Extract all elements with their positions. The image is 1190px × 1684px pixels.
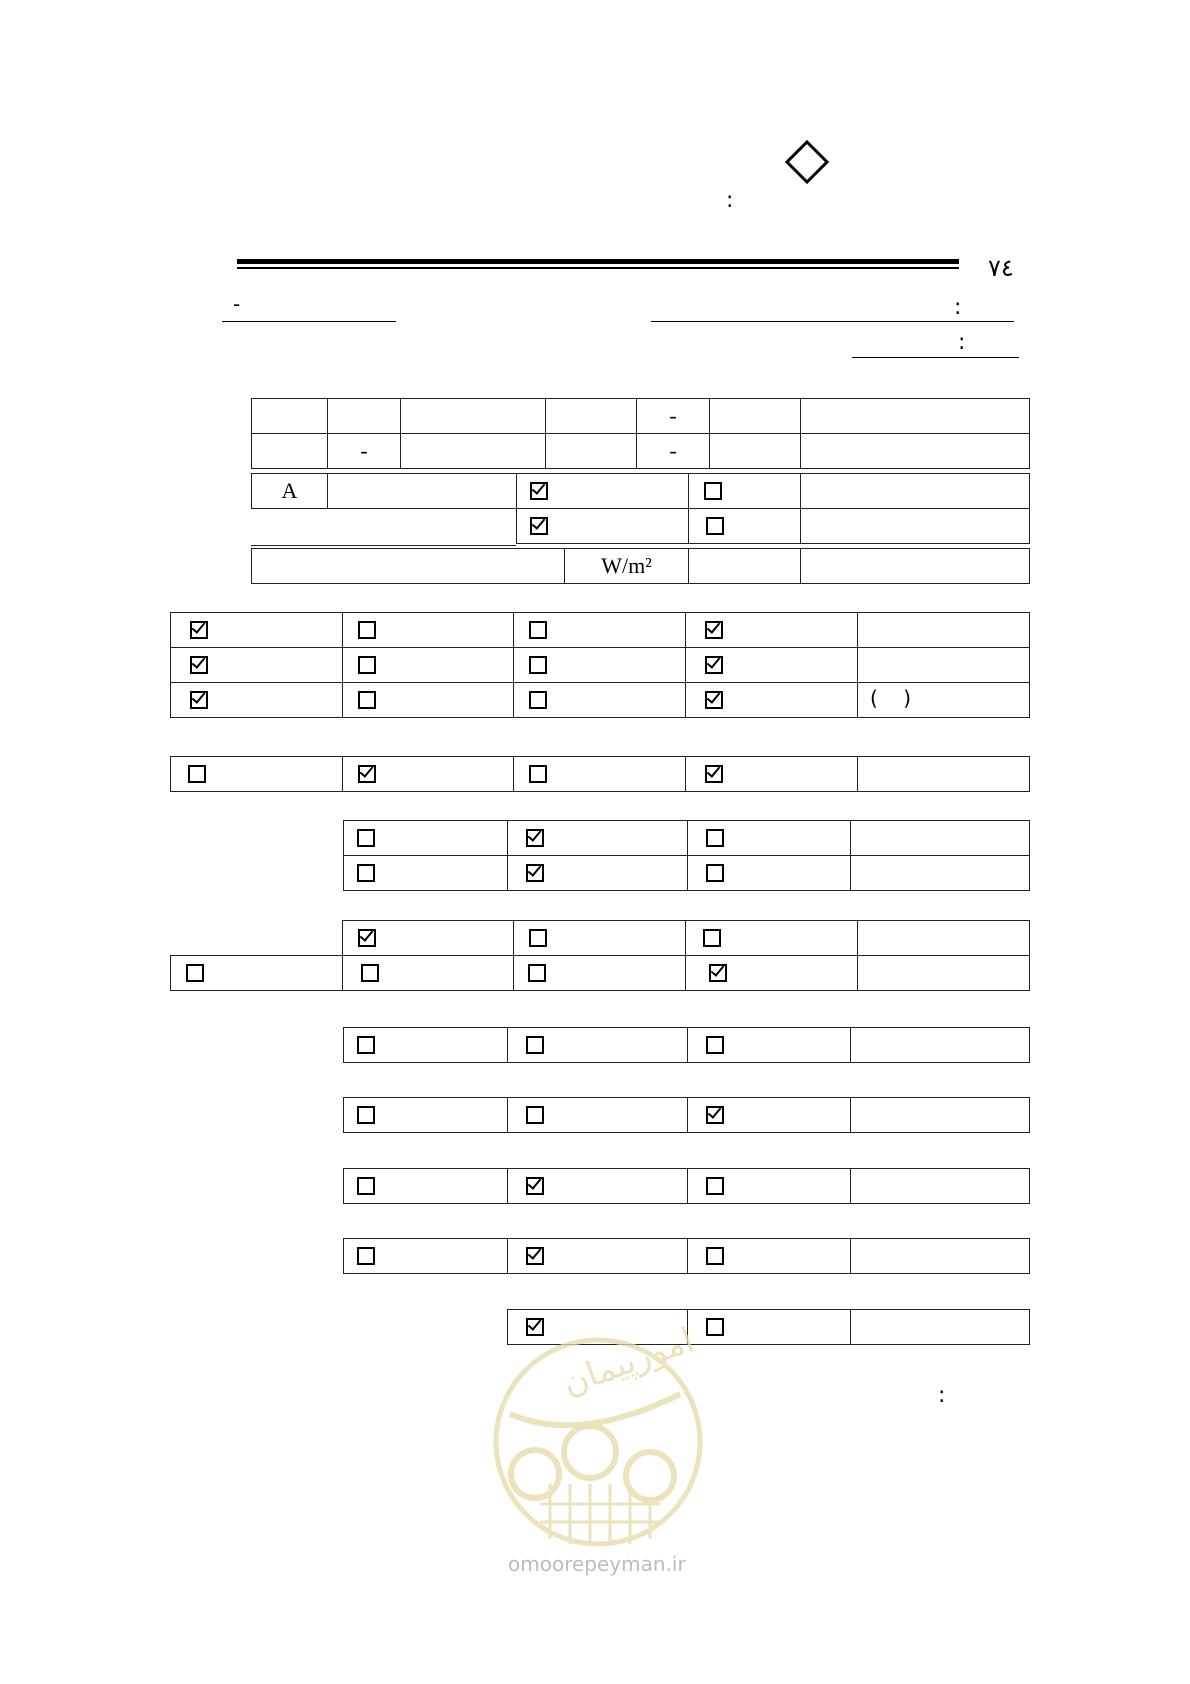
info-table-top	[251, 398, 1030, 469]
checkbox[interactable]	[706, 829, 724, 847]
table-row	[344, 1239, 1030, 1274]
options-table-7	[343, 1168, 1030, 1204]
checkbox[interactable]	[706, 1036, 724, 1054]
checkbox[interactable]	[526, 864, 544, 882]
checkbox[interactable]	[706, 1247, 724, 1265]
checkbox[interactable]	[357, 864, 375, 882]
table-row	[344, 856, 1030, 891]
checkbox[interactable]	[358, 765, 376, 783]
checkbox[interactable]	[357, 1036, 375, 1054]
table-row	[344, 1169, 1030, 1204]
info-table-row5	[251, 548, 1030, 584]
checkbox[interactable]	[190, 656, 208, 674]
watermark-logo-text: امورپیمان	[557, 1319, 700, 1405]
checkbox[interactable]	[529, 929, 547, 947]
checkbox[interactable]	[705, 765, 723, 783]
checkbox[interactable]	[706, 1177, 724, 1195]
options-table-3	[343, 820, 1030, 891]
table-row	[517, 509, 1030, 544]
checkbox[interactable]	[709, 964, 727, 982]
field-dash: -	[233, 292, 241, 316]
options-table-6	[343, 1097, 1030, 1133]
cell-dash: -	[637, 399, 710, 434]
page-number: ٧٤	[988, 254, 1014, 282]
checkbox[interactable]	[526, 1106, 544, 1124]
checkbox[interactable]	[526, 829, 544, 847]
checkbox[interactable]	[703, 929, 721, 947]
diamond-icon	[790, 145, 824, 179]
checkbox[interactable]	[526, 1177, 544, 1195]
checkbox[interactable]	[528, 964, 546, 982]
field-line-right-1[interactable]	[651, 321, 1014, 322]
checkbox[interactable]	[357, 1247, 375, 1265]
checkbox[interactable]	[706, 517, 724, 535]
cell-dash: -	[637, 434, 710, 469]
header-colon: :	[726, 188, 734, 213]
checkbox[interactable]	[526, 1247, 544, 1265]
table-row	[252, 434, 1030, 469]
checkbox[interactable]	[357, 1106, 375, 1124]
checkbox[interactable]	[190, 621, 208, 639]
checkbox[interactable]	[529, 691, 547, 709]
watermark-text: omoorepeyman.ir	[508, 1552, 686, 1576]
field-colon-1: :	[954, 295, 962, 320]
info-table-row3	[251, 473, 1030, 509]
cell-unit-wm2: W/m²	[565, 549, 689, 584]
checkbox[interactable]	[706, 864, 724, 882]
table-row	[344, 821, 1030, 856]
header-rule-thick	[237, 259, 959, 264]
field-colon-2: :	[958, 330, 966, 355]
table-row	[252, 399, 1030, 434]
checkbox[interactable]	[706, 1318, 724, 1336]
checkbox[interactable]	[358, 621, 376, 639]
paren-blank: ( )	[870, 686, 912, 710]
checkbox[interactable]	[530, 482, 548, 500]
checkbox[interactable]	[357, 829, 375, 847]
checkbox[interactable]	[188, 765, 206, 783]
info-table-row4	[516, 508, 1030, 544]
checkbox[interactable]	[358, 691, 376, 709]
checkbox[interactable]	[529, 621, 547, 639]
row4-bottom-left-line	[251, 545, 516, 546]
table-row	[344, 1098, 1030, 1133]
checkbox[interactable]	[526, 1036, 544, 1054]
options-table-5	[343, 1027, 1030, 1063]
table-row	[171, 613, 1030, 648]
checkbox[interactable]	[530, 517, 548, 535]
header-rule-thin	[237, 267, 959, 269]
options-table-1	[170, 612, 1030, 718]
options-table-4a	[342, 920, 1030, 956]
table-row	[171, 757, 1030, 792]
field-line-left[interactable]	[222, 321, 396, 322]
checkbox[interactable]	[705, 621, 723, 639]
options-table-8	[343, 1238, 1030, 1274]
checkbox[interactable]	[529, 656, 547, 674]
cell-dash: -	[328, 434, 401, 469]
checkbox[interactable]	[358, 656, 376, 674]
table-row	[252, 474, 1030, 509]
table-row	[343, 921, 1030, 956]
cell-unit-ampere: A	[252, 474, 328, 509]
footer-colon: :	[938, 1383, 946, 1408]
options-table-2	[170, 756, 1030, 792]
checkbox[interactable]	[706, 1106, 724, 1124]
table-row	[171, 956, 1030, 991]
field-line-right-2[interactable]	[852, 357, 1019, 358]
checkbox[interactable]	[705, 656, 723, 674]
checkbox[interactable]	[705, 691, 723, 709]
checkbox[interactable]	[186, 964, 204, 982]
watermark-logo	[490, 1319, 706, 1550]
checkbox[interactable]	[190, 691, 208, 709]
options-table-4b	[170, 955, 1030, 991]
table-row	[344, 1028, 1030, 1063]
checkbox[interactable]	[361, 964, 379, 982]
table-row	[252, 549, 1030, 584]
checkbox[interactable]	[704, 482, 722, 500]
checkbox[interactable]	[357, 1177, 375, 1195]
table-row	[171, 648, 1030, 683]
checkbox[interactable]	[529, 765, 547, 783]
checkbox[interactable]	[358, 929, 376, 947]
table-row	[171, 683, 1030, 718]
